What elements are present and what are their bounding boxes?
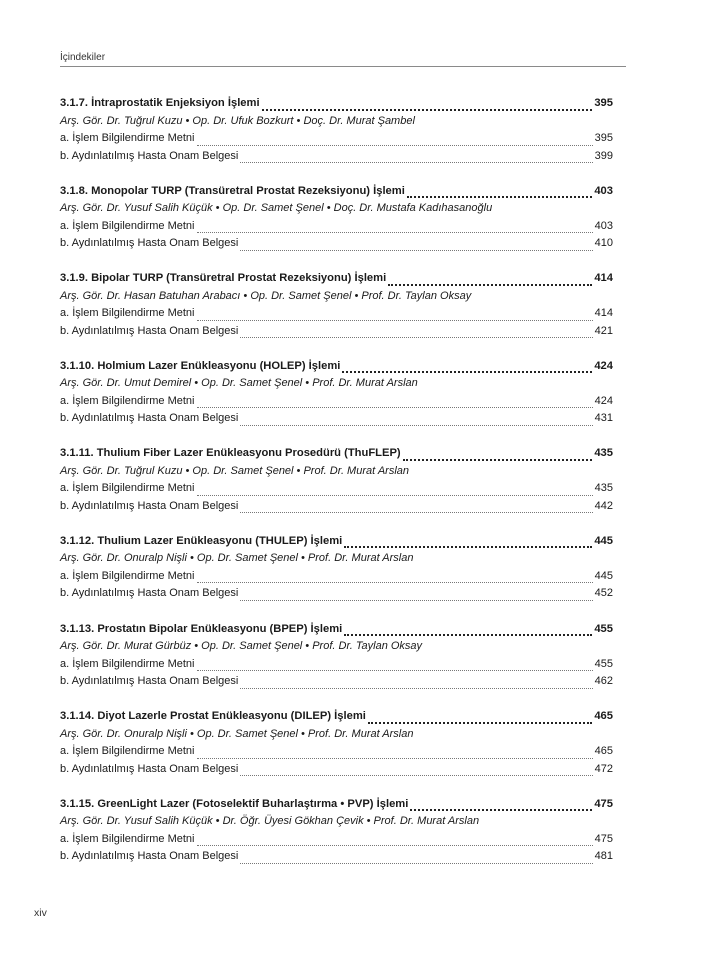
- toc-entry: [60, 360, 613, 430]
- toc-subentry-text: a. İşlem Bilgilendirme Metni: [60, 569, 195, 582]
- dot-leader: [197, 494, 593, 496]
- toc-subentry[interactable]: [60, 412, 613, 430]
- dot-leader: [240, 862, 592, 864]
- toc-subentry-text: a. İşlem Bilgilendirme Metni: [60, 832, 195, 845]
- toc-section-title-text: 3.1.14. Diyot Lazerle Prostat Enükleasyonu (DILEP) İşlemi: [60, 710, 366, 723]
- toc-authors: Arş. Gör. Dr. Tuğrul Kuzu • Op. Dr. Ufuk Bozkurt • Doç. Dr. Murat Şambel: [60, 114, 415, 127]
- toc-subentry-text: a. İşlem Bilgilendirme Metni: [60, 657, 195, 670]
- toc-section-title-text: 3.1.7. İntraprostatik Enjeksiyon İşlemi: [60, 97, 260, 109]
- toc-subentry-page: 399: [594, 149, 613, 162]
- running-header: İçindekiler: [60, 52, 626, 67]
- toc-subentry-page: 421: [594, 324, 613, 337]
- toc-entry: [60, 185, 613, 255]
- toc-authors: Arş. Gör. Dr. Tuğrul Kuzu • Op. Dr. Samet Şenel • Prof. Dr. Murat Arslan: [60, 464, 410, 477]
- dot-leader: [403, 458, 593, 461]
- dot-leader: [262, 108, 593, 111]
- dot-leader: [197, 144, 593, 146]
- toc-subentry[interactable]: [60, 220, 613, 238]
- dot-leader: [240, 424, 592, 426]
- toc-subentry-text: b. Aydınlatılmış Hasta Onam Belgesi: [60, 587, 239, 600]
- toc-subentry-page: 481: [594, 850, 613, 863]
- dot-leader: [344, 633, 592, 636]
- toc-subentry-page: 424: [594, 394, 613, 407]
- dot-leader: [344, 545, 592, 548]
- toc-subentry[interactable]: [60, 833, 613, 851]
- toc-authors: Arş. Gör. Dr. Onuralp Nişli • Op. Dr. Samet Şenel • Prof. Dr. Murat Arslan: [60, 727, 414, 740]
- dot-leader: [407, 195, 592, 198]
- toc-section-title-text: 3.1.15. GreenLight Lazer (Fotoselektif Buharlaştırma • PVP) İşlemi: [60, 797, 409, 810]
- toc-authors: Arş. Gör. Dr. Hasan Batuhan Arabacı • Op. Dr. Samet Şenel • Prof. Dr. Taylan Oksay: [60, 289, 472, 302]
- toc-section-title-text: 3.1.10. Holmium Lazer Enükleasyonu (HOLEP) İşlemi: [60, 359, 341, 372]
- toc-subentry-text: a. İşlem Bilgilendirme Metni: [60, 219, 195, 232]
- toc-subentry[interactable]: [60, 587, 613, 605]
- dot-leader: [240, 599, 592, 601]
- toc-subentry-text: b. Aydınlatılmış Hasta Onam Belgesi: [60, 675, 239, 688]
- page-number: xiv: [34, 907, 47, 919]
- toc-section-title-page: 465: [594, 710, 613, 723]
- toc-subentry-page: 414: [594, 307, 613, 320]
- toc-section-title[interactable]: [60, 360, 613, 378]
- toc-entry: [60, 447, 613, 517]
- toc-section-title-page: 475: [594, 797, 613, 810]
- table-of-contents: [60, 97, 613, 885]
- toc-subentry-text: b. Aydınlatılmış Hasta Onam Belgesi: [60, 237, 239, 250]
- toc-section-title-page: 395: [594, 97, 613, 109]
- toc-subentry[interactable]: [60, 237, 613, 255]
- dot-leader: [240, 511, 592, 513]
- toc-authors: Arş. Gör. Dr. Yusuf Salih Küçük • Dr. Öğr. Üyesi Gökhan Çevik • Prof. Dr. Murat Arslan: [60, 815, 480, 828]
- toc-subentry-text: b. Aydınlatılmış Hasta Onam Belgesi: [60, 499, 239, 512]
- toc-subentry-page: 445: [594, 569, 613, 582]
- toc-section-title-page: 445: [594, 534, 613, 547]
- toc-section-title-page: 424: [594, 359, 613, 372]
- toc-subentry-text: a. İşlem Bilgilendirme Metni: [60, 394, 195, 407]
- dot-leader: [197, 231, 593, 233]
- toc-section-title-text: 3.1.12. Thulium Lazer Enükleasyonu (THULEP) İşlemi: [60, 534, 343, 547]
- toc-section-title-page: 414: [594, 272, 613, 285]
- dot-leader: [240, 249, 592, 251]
- toc-subentry-text: b. Aydınlatılmış Hasta Onam Belgesi: [60, 412, 239, 425]
- toc-subentry-page: 455: [594, 657, 613, 670]
- dot-leader: [388, 283, 592, 286]
- toc-section-title-text: 3.1.8. Monopolar TURP (Transüretral Prostat Rezeksiyonu) İşlemi: [60, 184, 405, 197]
- toc-section-title-text: 3.1.13. Prostatın Bipolar Enükleasyonu (BPEP) İşlemi: [60, 622, 343, 635]
- toc-section-title-page: 435: [594, 447, 613, 460]
- toc-section-title[interactable]: [60, 710, 613, 728]
- toc-subentry-page: 452: [594, 587, 613, 600]
- toc-entry: [60, 97, 613, 167]
- toc-subentry-text: b. Aydınlatılmış Hasta Onam Belgesi: [60, 762, 239, 775]
- toc-section-title-page: 403: [594, 184, 613, 197]
- toc-subentry-page: 475: [594, 832, 613, 845]
- dot-leader: [197, 406, 593, 408]
- toc-subentry-page: 465: [594, 745, 613, 758]
- toc-subentry-page: 403: [594, 219, 613, 232]
- toc-subentry[interactable]: [60, 307, 613, 325]
- dot-leader: [368, 721, 592, 724]
- toc-section-title[interactable]: [60, 447, 613, 465]
- toc-section-title[interactable]: [60, 272, 613, 290]
- toc-subentry-page: 395: [594, 132, 613, 144]
- toc-authors: Arş. Gör. Dr. Onuralp Nişli • Op. Dr. Samet Şenel • Prof. Dr. Murat Arslan: [60, 552, 414, 565]
- toc-subentry-page: 472: [594, 762, 613, 775]
- toc-subentry-text: a. İşlem Bilgilendirme Metni: [60, 132, 195, 144]
- toc-subentry-page: 442: [594, 499, 613, 512]
- toc-subentry-page: 435: [594, 482, 613, 495]
- toc-subentry[interactable]: [60, 325, 613, 343]
- toc-subentry-page: 462: [594, 675, 613, 688]
- toc-section-title-text: 3.1.11. Thulium Fiber Lazer Enükleasyonu Prosedürü (ThuFLEP): [60, 447, 401, 460]
- dot-leader: [410, 808, 592, 811]
- dot-leader: [197, 844, 593, 846]
- toc-subentry-text: a. İşlem Bilgilendirme Metni: [60, 482, 195, 495]
- dot-leader: [240, 161, 592, 163]
- toc-subentry[interactable]: [60, 675, 613, 693]
- dot-leader: [197, 319, 593, 321]
- toc-subentry[interactable]: [60, 570, 613, 588]
- toc-subentry[interactable]: [60, 150, 613, 168]
- toc-subentry[interactable]: [60, 132, 613, 150]
- toc-subentry[interactable]: [60, 850, 613, 868]
- toc-section-title-page: 455: [594, 622, 613, 635]
- toc-authors: Arş. Gör. Dr. Yusuf Salih Küçük • Op. Dr. Samet Şenel • Doç. Dr. Mustafa Kadıhasanoğlu: [60, 202, 493, 215]
- toc-authors: Arş. Gör. Dr. Umut Demirel • Op. Dr. Samet Şenel • Prof. Dr. Murat Arslan: [60, 377, 418, 390]
- toc-subentry-page: 431: [594, 412, 613, 425]
- toc-subentry-text: b. Aydınlatılmış Hasta Onam Belgesi: [60, 149, 239, 162]
- toc-subentry-text: a. İşlem Bilgilendirme Metni: [60, 307, 195, 320]
- toc-entry: [60, 535, 613, 605]
- toc-subentry-text: a. İşlem Bilgilendirme Metni: [60, 745, 195, 758]
- toc-subentry[interactable]: [60, 658, 613, 676]
- toc-entry: [60, 272, 613, 342]
- toc-subentry[interactable]: [60, 763, 613, 781]
- toc-section-title[interactable]: [60, 185, 613, 203]
- toc-section-title-text: 3.1.9. Bipolar TURP (Transüretral Prostat Rezeksiyonu) İşlemi: [60, 272, 387, 285]
- toc-subentry[interactable]: [60, 500, 613, 518]
- dot-leader: [197, 669, 593, 671]
- toc-entry: [60, 710, 613, 780]
- dot-leader: [240, 336, 592, 338]
- dot-leader: [197, 757, 593, 759]
- dot-leader: [342, 370, 592, 373]
- toc-section-title[interactable]: [60, 798, 613, 816]
- toc-entry: [60, 798, 613, 868]
- toc-subentry[interactable]: [60, 482, 613, 500]
- toc-subentry-text: b. Aydınlatılmış Hasta Onam Belgesi: [60, 324, 239, 337]
- toc-entry: [60, 623, 613, 693]
- toc-section-title[interactable]: [60, 97, 613, 115]
- dot-leader: [240, 687, 592, 689]
- toc-subentry-page: 410: [594, 237, 613, 250]
- toc-section-title[interactable]: [60, 623, 613, 641]
- toc-authors: Arş. Gör. Dr. Murat Gürbüz • Op. Dr. Samet Şenel • Prof. Dr. Taylan Oksay: [60, 640, 423, 653]
- toc-section-title[interactable]: [60, 535, 613, 553]
- toc-subentry[interactable]: [60, 745, 613, 763]
- dot-leader: [197, 581, 593, 583]
- dot-leader: [240, 774, 592, 776]
- toc-subentry[interactable]: [60, 395, 613, 413]
- toc-subentry-text: b. Aydınlatılmış Hasta Onam Belgesi: [60, 850, 239, 863]
